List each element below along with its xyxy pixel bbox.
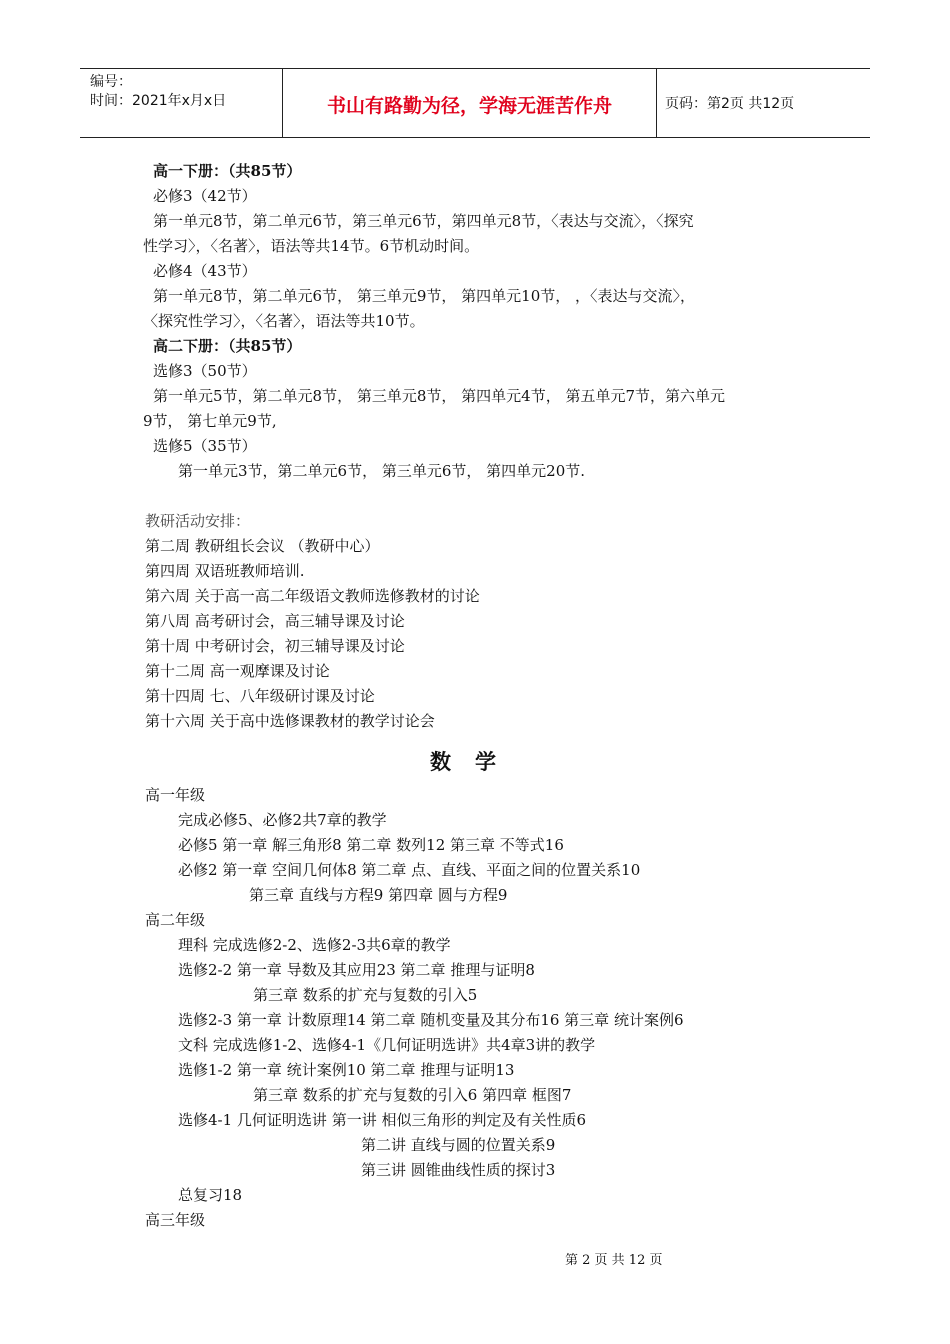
list-item: 第十周 中考研讨会，初三辅导课及讨论 bbox=[145, 637, 405, 655]
text-line: 第一单元8节，第二单元6节， 第三单元9节， 第四单元10节， ，〈表达与交流〉， bbox=[153, 287, 696, 305]
grade-heading: 高一年级 bbox=[145, 786, 206, 804]
text-line: 必修2 第一章 空间几何体8 第二章 点、直线、平面之间的位置关系10 bbox=[178, 861, 641, 879]
text-line: 必修5 第一章 解三角形8 第二章 数列12 第三章 不等式16 bbox=[178, 836, 564, 854]
list-item: 第四周 双语班教师培训. bbox=[145, 562, 305, 580]
text-line: 完成必修5、必修2共7章的教学 bbox=[178, 811, 387, 829]
text-line: 第二讲 直线与圆的位置关系9 bbox=[361, 1136, 556, 1154]
text-line: 选修1-2 第一章 统计案例10 第二章 推理与证明13 bbox=[178, 1061, 515, 1079]
text-line: 9节， 第七单元9节, bbox=[143, 412, 277, 430]
math-title: 数学 bbox=[430, 750, 520, 774]
list-item: 第六周 关于高一高二年级语文教师选修教材的讨论 bbox=[145, 587, 480, 605]
text-line: 必修4（43节） bbox=[153, 262, 257, 280]
section-heading: 高一下册：（共85节） bbox=[153, 162, 302, 180]
list-item: 第十二周 高一观摩课及讨论 bbox=[145, 662, 330, 680]
grade-heading: 高三年级 bbox=[145, 1211, 206, 1229]
text-line: 理科 完成选修2-2、选修2-3共6章的教学 bbox=[178, 936, 451, 954]
text-line: 性学习〉，〈名著〉，语法等共14节。6节机动时间。 bbox=[143, 237, 480, 255]
text-line: 第三章 直线与方程9 第四章 圆与方程9 bbox=[249, 886, 508, 904]
text-line: 〈探究性学习〉，〈名著〉，语法等共10节。 bbox=[143, 312, 425, 330]
list-item: 第十四周 七、八年级研讨课及讨论 bbox=[145, 687, 375, 705]
text-line: 第一单元8节，第二单元6节，第三单元6节，第四单元8节，〈表达与交流〉，〈探究 bbox=[153, 212, 694, 230]
header-divider bbox=[656, 69, 657, 137]
header-left bbox=[90, 73, 226, 111]
grade-heading: 高二年级 bbox=[145, 911, 206, 929]
text-line: 选修4-1 几何证明选讲 第一讲 相似三角形的判定及有关性质6 bbox=[178, 1111, 587, 1129]
page-footer: 第 2 页 共 12 页 bbox=[565, 1253, 663, 1268]
text-line: 第一单元3节，第二单元6节， 第三单元6节， 第四单元20节. bbox=[178, 462, 586, 480]
text-line: 总复习18 bbox=[178, 1186, 243, 1204]
header-motto: 书山有路勤为径，学海无涯苦作舟 bbox=[326, 95, 612, 117]
text-line: 第一单元5节，第二单元8节， 第三单元8节， 第四单元4节， 第五单元7节，第六单元 bbox=[153, 387, 726, 405]
text-line: 第三讲 圆锥曲线性质的探讨3 bbox=[361, 1161, 556, 1179]
number-label: 编号： bbox=[90, 74, 132, 90]
page-header bbox=[80, 68, 870, 138]
list-item: 第二周 教研组长会议 （教研中心） bbox=[145, 537, 380, 555]
text-line: 选修2-2 第一章 导数及其应用23 第二章 推理与证明8 bbox=[178, 961, 535, 979]
list-item: 第八周 高考研讨会，高三辅导课及讨论 bbox=[145, 612, 405, 630]
section-heading: 高二下册：（共85节） bbox=[153, 337, 302, 355]
text-line: 选修3（50节） bbox=[153, 362, 257, 380]
text-line: 文科 完成选修1-2、选修4-1《几何证明选讲》共4章3讲的教学 bbox=[178, 1036, 596, 1054]
date-label: 时间：2021年x月x日 bbox=[90, 93, 227, 109]
text-line: 选修2-3 第一章 计数原理14 第二章 随机变量及其分布16 第三章 统计案例6 bbox=[178, 1011, 684, 1029]
text-line: 第三章 数系的扩充与复数的引入5 bbox=[253, 986, 478, 1004]
text-line: 第三章 数系的扩充与复数的引入6 第四章 框图7 bbox=[253, 1086, 572, 1104]
header-page-info: 页码：第2页 共12页 bbox=[665, 96, 795, 112]
text-line: 选修5（35节） bbox=[153, 437, 257, 455]
text-line: 必修3（42节） bbox=[153, 187, 257, 205]
research-heading: 教研活动安排： bbox=[145, 512, 251, 530]
list-item: 第十六周 关于高中选修课教材的教学讨论会 bbox=[145, 712, 435, 730]
